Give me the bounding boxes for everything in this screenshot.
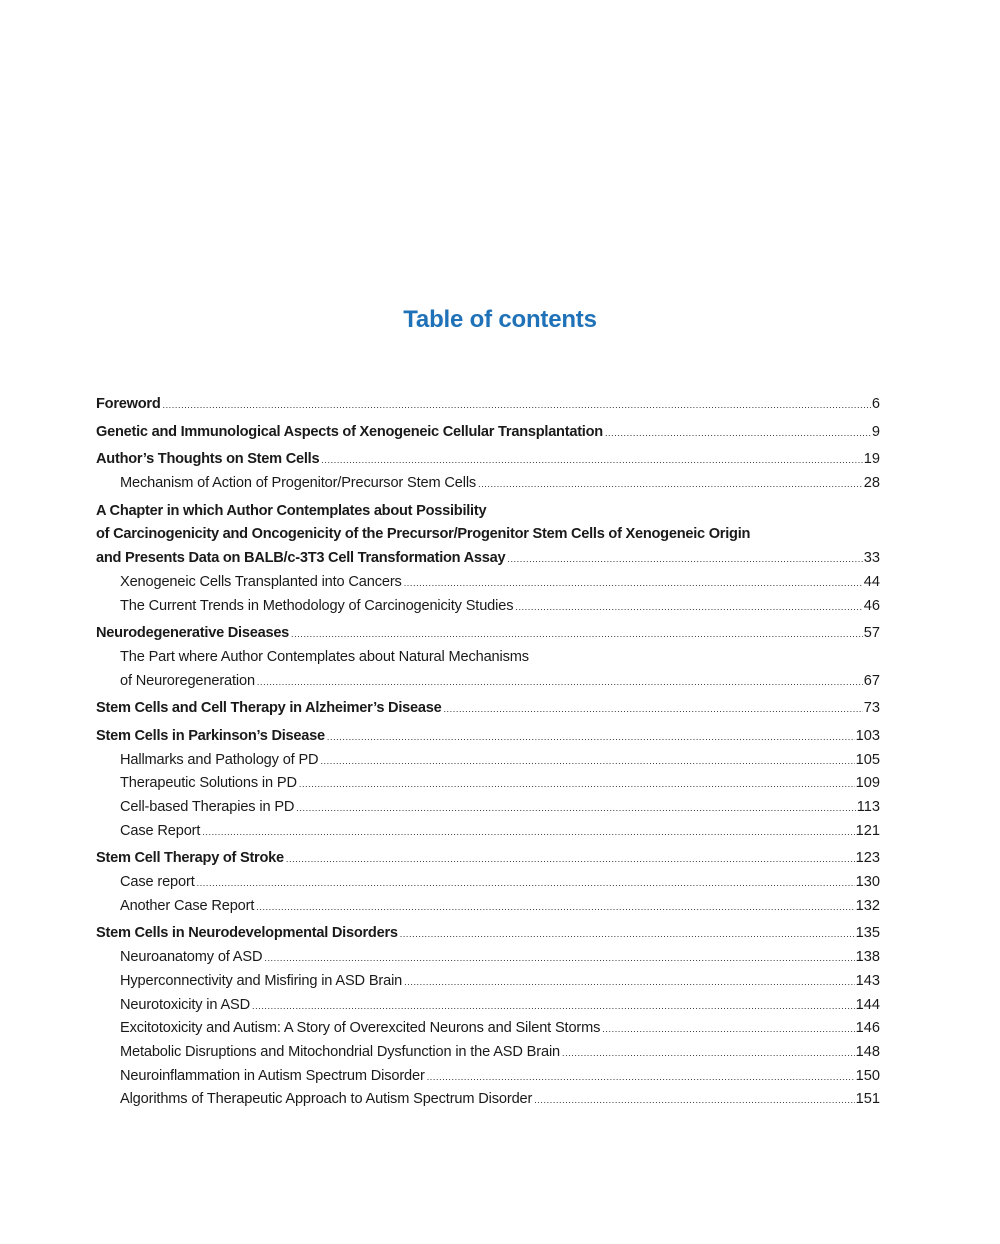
dot-leader [162,394,870,418]
table-of-contents [96,393,880,1116]
dot-leader [400,923,855,947]
toc-page-number: 123 [855,850,880,867]
toc-entry-title: Mechanism of Action of Progenitor/Precursor Stem Cells [120,475,477,492]
toc-entry-title: Xenogeneic Cells Transplanted into Cancers [120,573,402,590]
dot-leader [252,995,855,1019]
dot-leader [427,1066,855,1090]
dot-leader [515,596,862,620]
toc-page-number: 109 [855,775,880,792]
toc-chapter-entry[interactable] [96,922,880,946]
toc-page-number: 148 [855,1043,880,1060]
toc-page-number: 19 [863,451,880,468]
toc-page-number: 105 [855,751,880,768]
toc-entry-title: Excitotoxicity and Autism: A Story of Overexcited Neurons and Silent Storms [120,1020,601,1037]
toc-entry-title: Neurodegenerative Diseases [96,625,290,642]
toc-chapter-entry[interactable] [96,421,880,445]
toc-entry-title: The Part where Author Contemplates about Natural Mechanisms [120,648,529,665]
toc-section [96,421,880,445]
toc-subsection-entry[interactable] [96,970,880,994]
toc-entry-title: Genetic and Immunological Aspects of Xenogeneic Cellular Transplantation [96,423,603,440]
toc-chapter-entry[interactable] [96,448,880,472]
toc-page-number: 132 [855,897,880,914]
toc-page-number: 46 [863,597,880,614]
toc-entry-title: Stem Cells in Parkinson’s Disease [96,727,325,744]
dot-leader [321,449,862,473]
toc-entry-title: Foreword [96,396,161,412]
dot-leader [562,1042,855,1066]
toc-section [96,725,880,843]
toc-subsection-entry[interactable] [96,571,880,595]
toc-page-number: 103 [855,727,880,744]
toc-page-number: 33 [863,550,880,567]
dot-leader [327,726,855,750]
dot-leader [320,750,854,774]
toc-chapter-entry [96,523,880,547]
toc-chapter-entry[interactable] [96,622,880,646]
toc-subsection-entry[interactable] [96,1065,880,1089]
toc-page-number: 144 [855,996,880,1013]
toc-entry-title: of Neuroregeneration [120,672,255,689]
dot-leader [404,572,863,596]
toc-page-number: 57 [863,625,880,642]
toc-page-number: 28 [863,475,880,492]
dot-leader [605,422,871,446]
toc-page-number: 113 [856,799,880,815]
toc-subsection-entry[interactable] [96,871,880,895]
toc-entry-title: Cell-based Therapies in PD [120,799,295,815]
toc-chapter-entry [96,500,880,524]
toc-entry-title: A Chapter in which Author Contemplates about Possibility [96,502,487,519]
toc-entry-title: of Carcinogenicity and Oncogenicity of the Precursor/Progenitor Stem Cells of Xenogeneic Origin [96,526,751,543]
toc-page-number: 73 [863,700,880,717]
toc-entry-title: Therapeutic Solutions in PD [120,775,297,792]
dot-leader [264,947,854,971]
toc-subsection-entry[interactable] [96,472,880,496]
toc-entry-title: and Presents Data on BALB/c-3T3 Cell Transformation Assay [96,550,506,567]
toc-section [96,448,880,495]
toc-chapter-entry[interactable] [96,697,880,721]
toc-subsection-entry[interactable] [96,820,880,844]
dot-leader [478,473,863,497]
toc-entry-title: Hyperconnectivity and Misfiring in ASD Brain [120,972,403,989]
toc-page-number: 44 [863,573,880,590]
toc-chapter-entry[interactable] [96,393,880,417]
toc-subsection-entry [96,646,880,670]
dot-leader [286,848,855,872]
dot-leader [291,623,863,647]
toc-page-number: 146 [855,1020,880,1037]
toc-page-number: 130 [855,874,880,891]
toc-entry-title: The Current Trends in Methodology of Carcinogenicity Studies [120,597,514,614]
toc-page-number: 67 [863,672,880,689]
dot-leader [299,773,855,797]
toc-subsection-entry[interactable] [96,946,880,970]
toc-subsection-entry[interactable] [96,796,880,820]
toc-page-number: 151 [855,1091,880,1108]
dot-leader [602,1018,854,1042]
toc-page-number: 6 [871,396,880,412]
dot-leader [296,797,855,821]
toc-entry-title: Hallmarks and Pathology of PD [120,751,319,768]
toc-chapter-entry[interactable] [96,547,880,571]
toc-section [96,697,880,721]
toc-subsection-entry[interactable] [96,994,880,1018]
dot-leader [507,548,862,572]
toc-chapter-entry[interactable] [96,847,880,871]
toc-entry-title: Stem Cell Therapy of Stroke [96,850,284,867]
toc-subsection-entry[interactable] [96,895,880,919]
dot-leader [534,1089,854,1113]
toc-subsection-entry[interactable] [96,1041,880,1065]
toc-page-number: 121 [855,822,880,839]
toc-page-number: 143 [855,972,880,989]
toc-section [96,622,880,693]
toc-entry-title: Algorithms of Therapeutic Approach to Autism Spectrum Disorder [120,1091,533,1108]
dot-leader [197,872,855,896]
page-title: Table of contents [403,306,597,333]
dot-leader [256,896,854,920]
toc-entry-title: Case report [120,874,195,891]
dot-leader [257,671,863,695]
toc-subsection-entry[interactable] [96,1088,880,1112]
toc-entry-title: Stem Cells and Cell Therapy in Alzheimer’s Disease [96,700,442,717]
dot-leader [404,971,854,995]
toc-section [96,393,880,417]
toc-subsection-entry[interactable] [96,772,880,796]
toc-entry-title: Neuroanatomy of ASD [120,949,263,966]
toc-entry-title: Stem Cells in Neurodevelopmental Disorders [96,925,398,942]
toc-entry-title: Another Case Report [120,897,255,914]
toc-entry-title: Neuroinflammation in Autism Spectrum Disorder [120,1067,425,1084]
toc-entry-title: Metabolic Disruptions and Mitochondrial Dysfunction in the ASD Brain [120,1043,560,1060]
toc-section [96,922,880,1112]
toc-subsection-entry[interactable] [96,749,880,773]
toc-subsection-entry[interactable] [96,1017,880,1041]
toc-page-number: 150 [855,1067,880,1084]
toc-page-number: 138 [855,949,880,966]
toc-subsection-entry[interactable] [96,595,880,619]
toc-entry-title: Case Report [120,822,201,839]
toc-section [96,847,880,918]
toc-subsection-entry[interactable] [96,670,880,694]
dot-leader [202,821,854,845]
toc-entry-title: Neurotoxicity in ASD [120,996,251,1013]
toc-section [96,500,880,618]
toc-page-number: 135 [855,925,880,942]
toc-chapter-entry[interactable] [96,725,880,749]
toc-entry-title: Author’s Thoughts on Stem Cells [96,451,320,468]
dot-leader [443,698,862,722]
toc-page-number: 9 [871,423,880,440]
